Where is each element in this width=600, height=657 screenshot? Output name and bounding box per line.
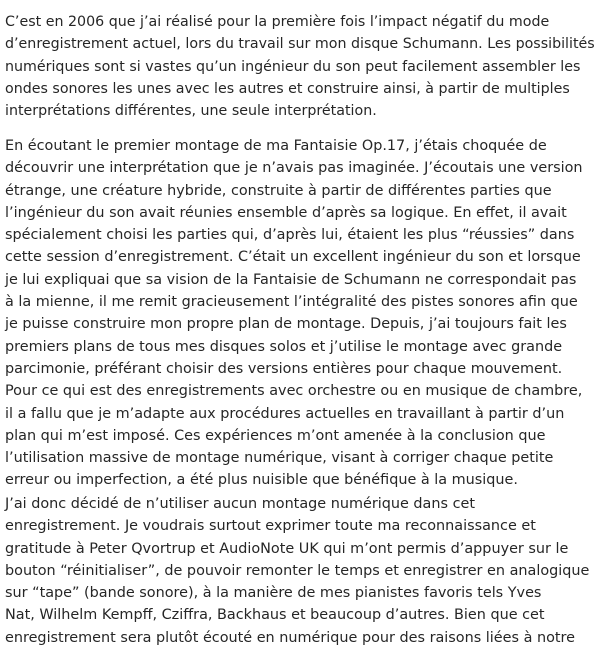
text-line: l’utilisation massive de montage numérique, visant à corriger chaque petite bbox=[5, 450, 554, 467]
text-line: plan qui m’est imposé. Ces expériences m’ont amenée à la conclusion que bbox=[5, 427, 546, 444]
text-line: cette session d’enregistrement. C’était un excellent ingénieur du son et lorsque bbox=[5, 249, 581, 266]
text-line: spécialement choisi les parties qui, d’après lui, étaient les plus “réussies” dans bbox=[5, 227, 575, 244]
text-line: sur “tape” (bande sonore), à la manière de mes pianistes favoris tels Yves bbox=[5, 585, 542, 602]
text-line: bouton “réinitialiser”, de pouvoir remonter le temps et enregistrer en analogique bbox=[5, 562, 590, 579]
text-line: ondes sonores les unes avec les autres et construire ainsi, à partir de multiples bbox=[5, 80, 570, 97]
paragraph-2 bbox=[5, 135, 583, 492]
text-line: En écoutant le premier montage de ma Fantaisie Op.17, j’étais choquée de bbox=[5, 138, 547, 154]
text-line: J’ai donc décidé de n’utiliser aucun montage numérique dans cet bbox=[5, 496, 475, 512]
text-line: d’enregistrement actuel, lors du travail sur mon disque Schumann. Les possibilités bbox=[5, 36, 595, 53]
text-line: je lui expliquai que sa vision de la Fantaisie de Schumann ne correspondait pas bbox=[5, 271, 577, 288]
text-line: erreur ou imperfection, a été plus nuisible que bénéfique à la musique. bbox=[5, 472, 518, 489]
text-line: étrange, une créature hybride, construite à partir de différentes parties que bbox=[5, 182, 552, 199]
text-line: Nat, Wilhelm Kempff, Cziffra, Backhaus et beaucoup d’autres. Bien que cet bbox=[5, 607, 545, 624]
text-line: enregistrement. Je voudrais surtout exprimer toute ma reconnaissance et bbox=[5, 518, 536, 535]
text-line: enregistrement sera plutôt écouté en numérique pour des raisons liées à notre bbox=[5, 629, 575, 646]
text-line: numériques sont si vastes qu’un ingénieur du son peut facilement assembler les bbox=[5, 58, 581, 75]
text-line: gratitude à Peter Qvortrup et AudioNote UK qui m’ont permis d’appuyer sur le bbox=[5, 540, 569, 557]
paragraph-1 bbox=[5, 11, 600, 122]
text-line: il a fallu que je m’adapte aux procédures actuelles en travaillant à partir d’un bbox=[5, 405, 565, 422]
text-line: parcimonie, préférant choisir des versions entières pour chaque mouvement. bbox=[5, 360, 563, 377]
text-line: C’est en 2006 que j’ai réalisé pour la première fois l’impact négatif du mode bbox=[5, 14, 550, 30]
text-line: l’ingénieur du son avait réunies ensemble d’après sa logique. En effet, il avait bbox=[5, 204, 567, 221]
text-line: à la mienne, il me remit gracieusement l’intégralité des pistes sonores afin que bbox=[5, 294, 578, 311]
text-line: je puisse construire mon propre plan de montage. Depuis, j’ai toujours fait les bbox=[5, 316, 567, 333]
text-line: interprétations différentes, une seule interprétation. bbox=[5, 103, 377, 120]
text-line: découvrir une interprétation que je n’avais pas imaginée. J’écoutais une version bbox=[5, 160, 583, 177]
paragraph-3 bbox=[5, 493, 589, 649]
text-line: premiers plans de tous mes disques solos et j’utilise le montage avec grande bbox=[5, 338, 563, 355]
text-line: Pour ce qui est des enregistrements avec orchestre ou en musique de chambre, bbox=[5, 383, 583, 400]
